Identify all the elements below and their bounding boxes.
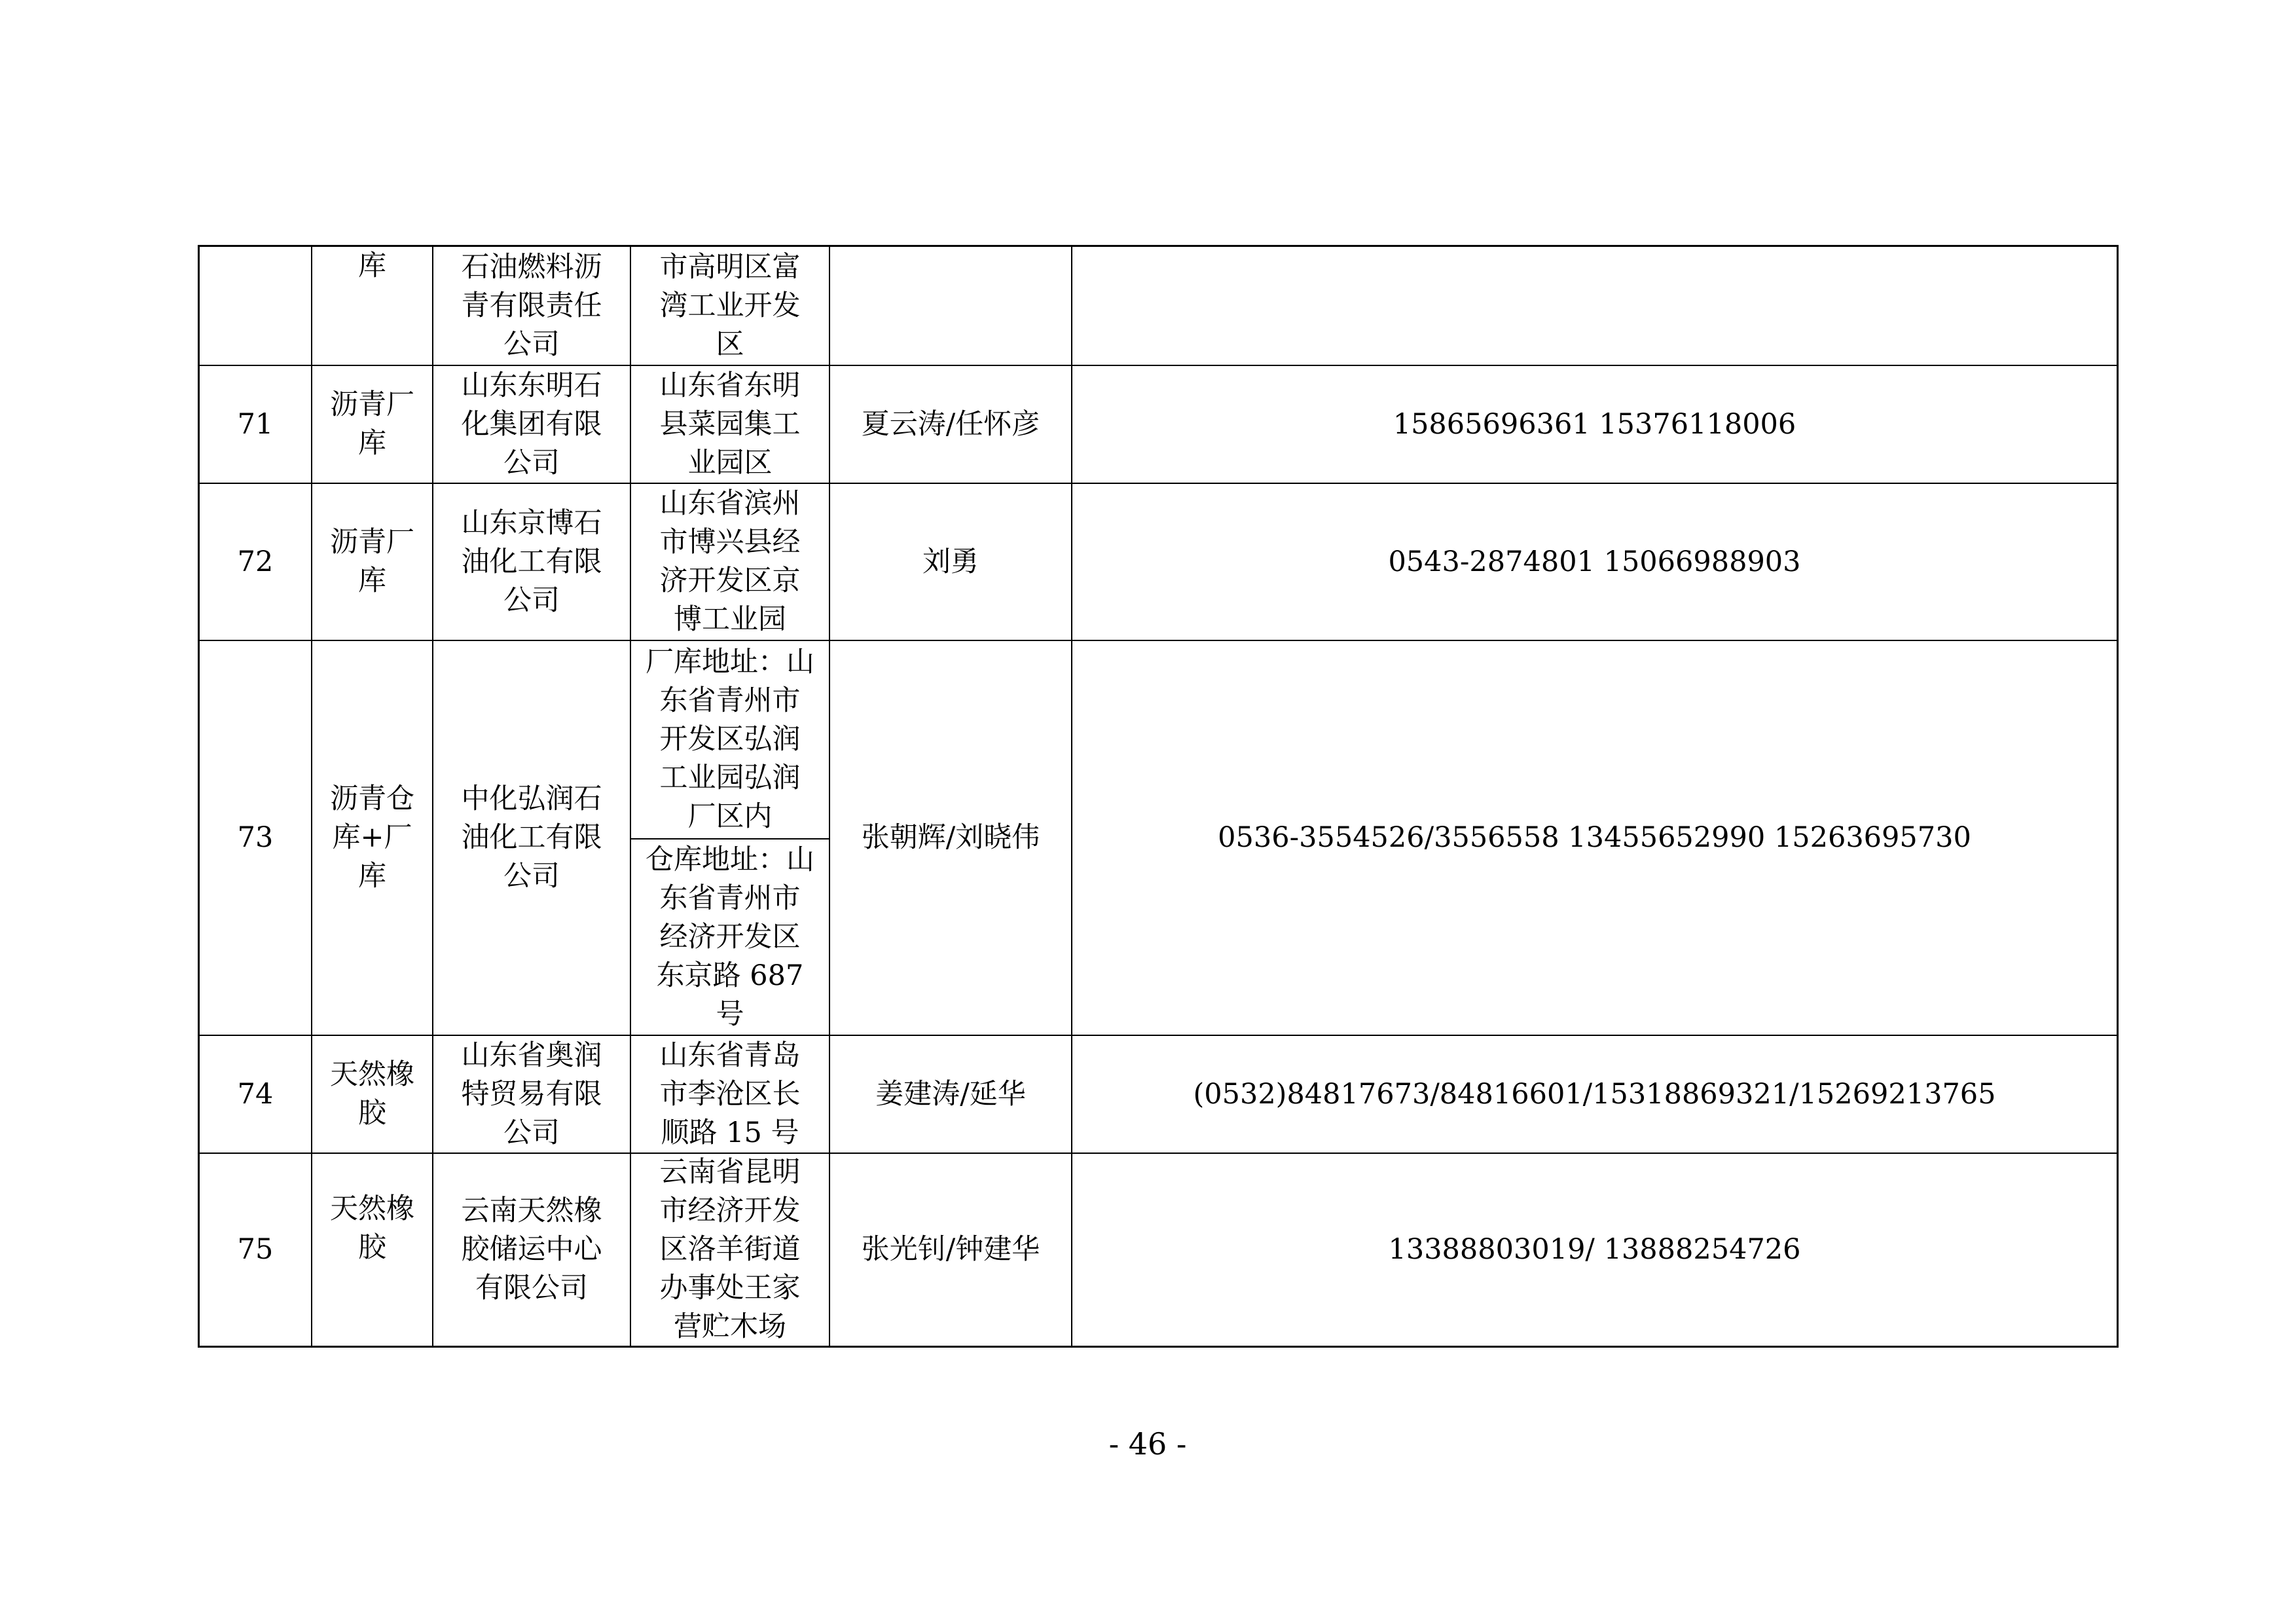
cell-type [312, 1154, 432, 1346]
contact-text: 张朝辉/刘晓伟 [861, 821, 1040, 854]
cell-no [200, 641, 311, 1035]
contact-text: 夏云涛/任怀彦 [861, 407, 1040, 441]
cell-no [200, 1154, 311, 1346]
cell-contact [830, 366, 1071, 483]
cell-phone [1072, 641, 2117, 1035]
type-text: 库 [358, 249, 386, 282]
address-warehouse-text: 仓库地址：山 东省青州市 经济开发区 东京路 687 号 [646, 843, 814, 1031]
contact-text: 刘勇 [922, 545, 979, 578]
cell-type [312, 247, 432, 365]
row-number: 73 [237, 821, 274, 854]
phone-text: 0543-2874801 15066988903 [1388, 545, 1801, 578]
address-text: 山东省东明 县菜园集工 业园区 [659, 369, 801, 479]
cell-address [631, 247, 829, 365]
storage-table [198, 245, 2119, 1348]
address-text: 山东省青岛 市李沧区长 顺路 15 号 [659, 1039, 801, 1149]
company-text: 山东省奥润 特贸易有限 公司 [461, 1039, 602, 1149]
row-number: 75 [237, 1233, 274, 1266]
cell-phone [1072, 366, 2117, 483]
cell-no [200, 366, 311, 483]
address-factory-text: 厂库地址：山 东省青州市 开发区弘润 工业园弘润 厂区内 [646, 646, 814, 833]
contact-text: 姜建涛/延华 [875, 1077, 1026, 1111]
phone-text: (0532)84817673/84816601/15318869321/15269213765 [1193, 1077, 1996, 1111]
cell-type [312, 641, 432, 1035]
cell-address-warehouse [631, 840, 829, 1035]
row-number: 71 [237, 407, 274, 441]
type-text: 沥青厂 库 [330, 526, 414, 597]
cell-address [631, 484, 829, 640]
cell-no [200, 484, 311, 640]
phone-text: 13388803019/ 13888254726 [1388, 1233, 1801, 1266]
cell-phone [1072, 1154, 2117, 1346]
cell-company [433, 1154, 630, 1346]
cell-type [312, 366, 432, 483]
cell-no [200, 247, 311, 365]
type-text: 天然橡 胶 [330, 1192, 414, 1264]
phone-text: 0536-3554526/3556558 13455652990 15263695730 [1218, 821, 1971, 854]
address-text: 市高明区富 湾工业开发 区 [659, 250, 801, 361]
cell-phone [1072, 484, 2117, 640]
company-text: 山东京博石 油化工有限 公司 [461, 506, 602, 617]
type-text: 天然橡 胶 [330, 1058, 414, 1130]
address-text: 山东省滨州 市博兴县经 济开发区京 博工业园 [659, 487, 801, 636]
cell-company [433, 1036, 630, 1153]
cell-contact [830, 484, 1071, 640]
type-text: 沥青厂 库 [330, 388, 414, 460]
cell-type [312, 1036, 432, 1153]
cell-contact [830, 641, 1071, 1035]
cell-address [631, 366, 829, 483]
contact-text: 张光钊/钟建华 [861, 1233, 1040, 1266]
cell-company [433, 484, 630, 640]
cell-contact [830, 247, 1071, 365]
row-number: 74 [237, 1077, 274, 1111]
cell-contact [830, 1036, 1071, 1153]
cell-contact [830, 1154, 1071, 1346]
cell-phone [1072, 247, 2117, 365]
address-text: 云南省昆明 市经济开发 区洛羊街道 办事处王家 营贮木场 [659, 1156, 801, 1343]
cell-no [200, 1036, 311, 1153]
cell-company [433, 641, 630, 1035]
company-text: 中化弘润石 油化工有限 公司 [461, 783, 602, 893]
cell-company [433, 366, 630, 483]
cell-address-factory [631, 641, 829, 838]
company-text: 石油燃料沥 青有限责任 公司 [461, 250, 602, 361]
cell-type [312, 484, 432, 640]
phone-text: 15865696361 15376118006 [1393, 407, 1796, 441]
type-text: 沥青仓 库+厂 库 [330, 783, 414, 893]
cell-company [433, 247, 630, 365]
company-text: 山东东明石 化集团有限 公司 [461, 369, 602, 479]
cell-address [631, 1036, 829, 1153]
page-number: - 46 - [1108, 1426, 1187, 1462]
cell-phone [1072, 1036, 2117, 1153]
cell-address [631, 1154, 829, 1346]
company-text: 云南天然橡 胶储运中心 有限公司 [461, 1194, 602, 1304]
row-number: 72 [237, 545, 274, 578]
